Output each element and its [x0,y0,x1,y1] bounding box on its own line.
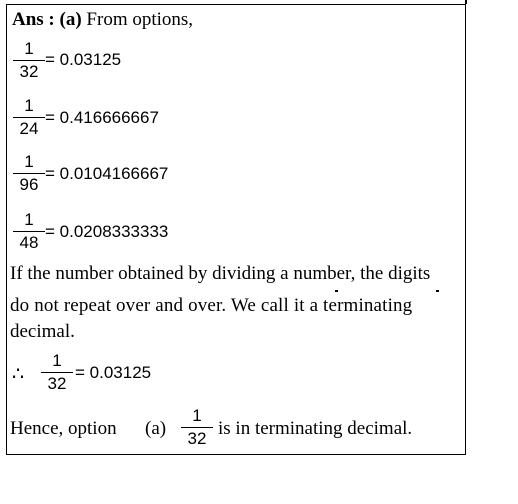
answer-heading [12,9,193,31]
decimal-value-2: = 0.416666667 [45,108,159,127]
answer-intro: From options, [86,9,194,30]
fraction-denominator: 32 [187,429,207,448]
answer-label: Ans : (a) [12,9,82,30]
fraction-conclusion [179,405,215,450]
fraction-option-3 [11,151,47,196]
fraction-numerator: 1 [24,39,34,58]
fraction-denominator: 32 [19,62,39,81]
conclusion-prefix: Hence, option [10,418,117,439]
fraction-therefore [39,350,75,395]
decimal-value-1: = 0.03125 [45,50,122,69]
fraction-option-1 [11,38,47,83]
fraction-numerator: 1 [24,96,34,115]
therefore-value: = 0.03125 [75,363,152,382]
fraction-denominator: 96 [19,175,39,194]
conclusion-option: (a) [145,418,167,439]
fraction-denominator: 32 [47,374,67,393]
decimal-value-4: = 0.0208333333 [45,222,169,241]
print-mark [335,290,338,292]
therefore-symbol: ∴ [12,364,25,385]
explanation-line-3: decimal. [10,321,75,342]
answer-box [6,4,466,455]
fraction-option-2 [11,95,47,140]
fraction-numerator: 1 [24,210,34,229]
fraction-denominator: 24 [19,119,39,138]
explanation-line-1: If the number obtained by dividing a number, the digits [10,263,431,284]
fraction-numerator: 1 [24,152,34,171]
fraction-option-4 [11,209,47,254]
decimal-value-3: = 0.0104166667 [45,164,169,183]
fraction-denominator: 48 [19,233,39,252]
conclusion-suffix: is in terminating decimal. [218,418,413,439]
fraction-numerator: 1 [52,351,62,370]
explanation-line-2: do not repeat over and over. We call it a terminating [10,295,413,316]
print-mark [436,290,439,292]
fraction-numerator: 1 [192,406,202,425]
